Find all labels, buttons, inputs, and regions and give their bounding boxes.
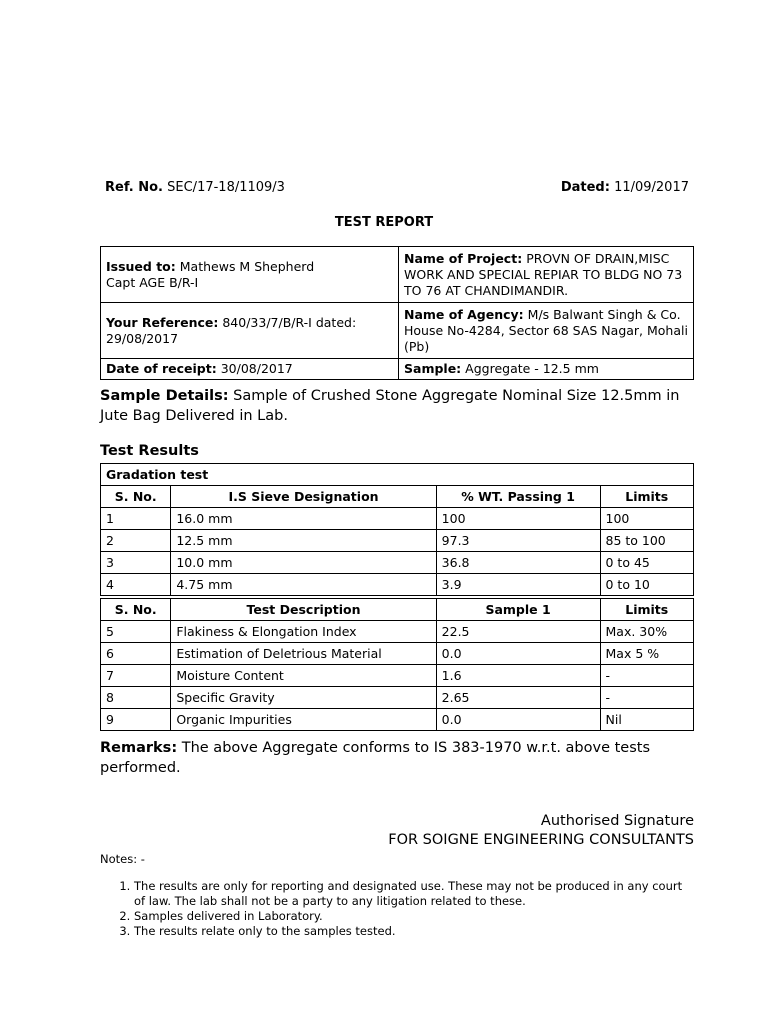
receipt-cell: [101, 359, 399, 380]
receipt-label: Date of receipt:: [106, 361, 217, 376]
table-row: [101, 552, 694, 574]
note-item: 2. Samples delivered in Laboratory.: [134, 909, 696, 924]
table-cell: 97.3: [436, 530, 600, 552]
table-row: [101, 574, 694, 596]
table-cell: Flakiness & Elongation Index: [171, 621, 436, 643]
table-cell: Specific Gravity: [171, 687, 436, 709]
table-cell: 100: [600, 508, 694, 530]
signature-line: Authorised Signature: [540, 813, 694, 829]
sample-cell: [399, 359, 694, 380]
column-header: S. No.: [101, 599, 171, 621]
table-cell: 16.0 mm: [171, 508, 436, 530]
table-cell: 2.65: [436, 687, 600, 709]
column-header: I.S Sieve Designation: [171, 486, 436, 508]
remarks: [100, 738, 694, 778]
issued-to-label: Issued to:: [106, 258, 176, 274]
receipt-value: 30/08/2017: [220, 361, 293, 376]
table-cell: 3.9: [436, 574, 600, 596]
table-cell: -: [600, 665, 694, 687]
table-cell: 5: [101, 621, 171, 643]
table-cell: 2: [101, 530, 171, 552]
table-cell: 36.8: [436, 552, 600, 574]
reference-value: 840/33/7/B/R-I dated: 29/08/2017: [106, 314, 357, 346]
signature-company: FOR SOIGNE ENGINEERING CONSULTANTS: [388, 832, 694, 848]
notes-list: [100, 879, 696, 939]
table-row: [101, 665, 694, 687]
table-cell: Estimation of Deletrious Material: [171, 643, 436, 665]
info-table: [100, 246, 694, 380]
table-cell: Moisture Content: [171, 665, 436, 687]
ref-label: Ref. No.: [105, 180, 163, 195]
results-table: [100, 463, 694, 731]
table-row: [101, 508, 694, 530]
table-cell: 10.0 mm: [171, 552, 436, 574]
column-header: Limits: [600, 486, 694, 508]
table-cell: 85 to 100: [600, 530, 694, 552]
table-cell: Max 5 %: [600, 643, 694, 665]
notes-label: Notes: -: [100, 852, 145, 866]
table-cell: 12.5 mm: [171, 530, 436, 552]
column-header: Limits: [600, 599, 694, 621]
table-cell: 6: [101, 643, 171, 665]
issued-to-unit: Capt AGE B/R-I: [106, 274, 199, 290]
table-cell: 7: [101, 665, 171, 687]
test-results-heading: Test Results: [100, 443, 199, 459]
reference-number: [105, 180, 285, 195]
report-date: [561, 180, 689, 195]
table-cell: Max. 30%: [600, 621, 694, 643]
your-reference-cell: [101, 303, 399, 359]
remarks-label: Remarks:: [100, 740, 178, 756]
sample-label: Sample:: [404, 361, 462, 376]
table-cell: 4: [101, 574, 171, 596]
dated-label: Dated:: [560, 180, 610, 195]
table-row: [101, 687, 694, 709]
table-cell: 1.6: [436, 665, 600, 687]
note-item: 1. The results are only for reporting and designated use. These may not be produced in any court of law. The lab shall not be a party to any litigation related to these.: [134, 879, 696, 909]
table-cell: 3: [101, 552, 171, 574]
report-title: TEST REPORT: [334, 215, 434, 230]
project-label: Name of Project:: [404, 250, 523, 266]
table-row: [101, 530, 694, 552]
table-cell: 0.0: [436, 709, 600, 731]
gradation-header-row: [101, 486, 694, 508]
table-cell: 1: [101, 508, 171, 530]
agency-label: Name of Agency:: [404, 306, 524, 322]
table-cell: 4.75 mm: [171, 574, 436, 596]
table-cell: 0 to 10: [600, 574, 694, 596]
issued-to-name: Mathews M Shepherd: [179, 258, 315, 274]
issued-to-cell: [101, 247, 399, 303]
project-cell: [399, 247, 694, 303]
note-item: 3. The results relate only to the samples tested.: [134, 924, 696, 939]
dated-value: 11/09/2017: [614, 180, 689, 195]
sample-details-label: Sample Details:: [100, 388, 229, 404]
table-cell: -: [600, 687, 694, 709]
project-value: PROVN OF DRAIN,MISC WORK AND SPECIAL REPIAR TO BLDG NO 73 TO 76 AT CHANDIMANDIR.: [404, 250, 683, 298]
sample-value: Aggregate - 12.5 mm: [465, 361, 599, 376]
gradation-title: Gradation test: [101, 464, 694, 486]
table-row: [101, 621, 694, 643]
sample-details: [100, 386, 694, 426]
reference-label: Your Reference:: [106, 314, 219, 330]
remarks-text: The above Aggregate conforms to IS 383-1970 w.r.t. above tests performed.: [100, 740, 651, 776]
table-cell: 100: [436, 508, 600, 530]
tests-header-row: [101, 599, 694, 621]
column-header: S. No.: [101, 486, 171, 508]
table-row: [101, 643, 694, 665]
agency-cell: [399, 303, 694, 359]
ref-value: SEC/17-18/1109/3: [167, 180, 285, 195]
column-header: % WT. Passing 1: [436, 486, 600, 508]
table-row: [101, 709, 694, 731]
column-header: Test Description: [171, 599, 436, 621]
table-cell: 0.0: [436, 643, 600, 665]
table-cell: 0 to 45: [600, 552, 694, 574]
agency-value: M/s Balwant Singh & Co. House No-4284, Sector 68 SAS Nagar, Mohali (Pb): [404, 306, 688, 354]
table-cell: 22.5: [436, 621, 600, 643]
column-header: Sample 1: [436, 599, 600, 621]
table-cell: Nil: [600, 709, 694, 731]
table-cell: Organic Impurities: [171, 709, 436, 731]
gradation-title-row: [101, 464, 694, 486]
sample-details-text: Sample of Crushed Stone Aggregate Nominal Size 12.5mm in Jute Bag Delivered in Lab.: [100, 388, 680, 424]
table-cell: 8: [101, 687, 171, 709]
table-cell: 9: [101, 709, 171, 731]
